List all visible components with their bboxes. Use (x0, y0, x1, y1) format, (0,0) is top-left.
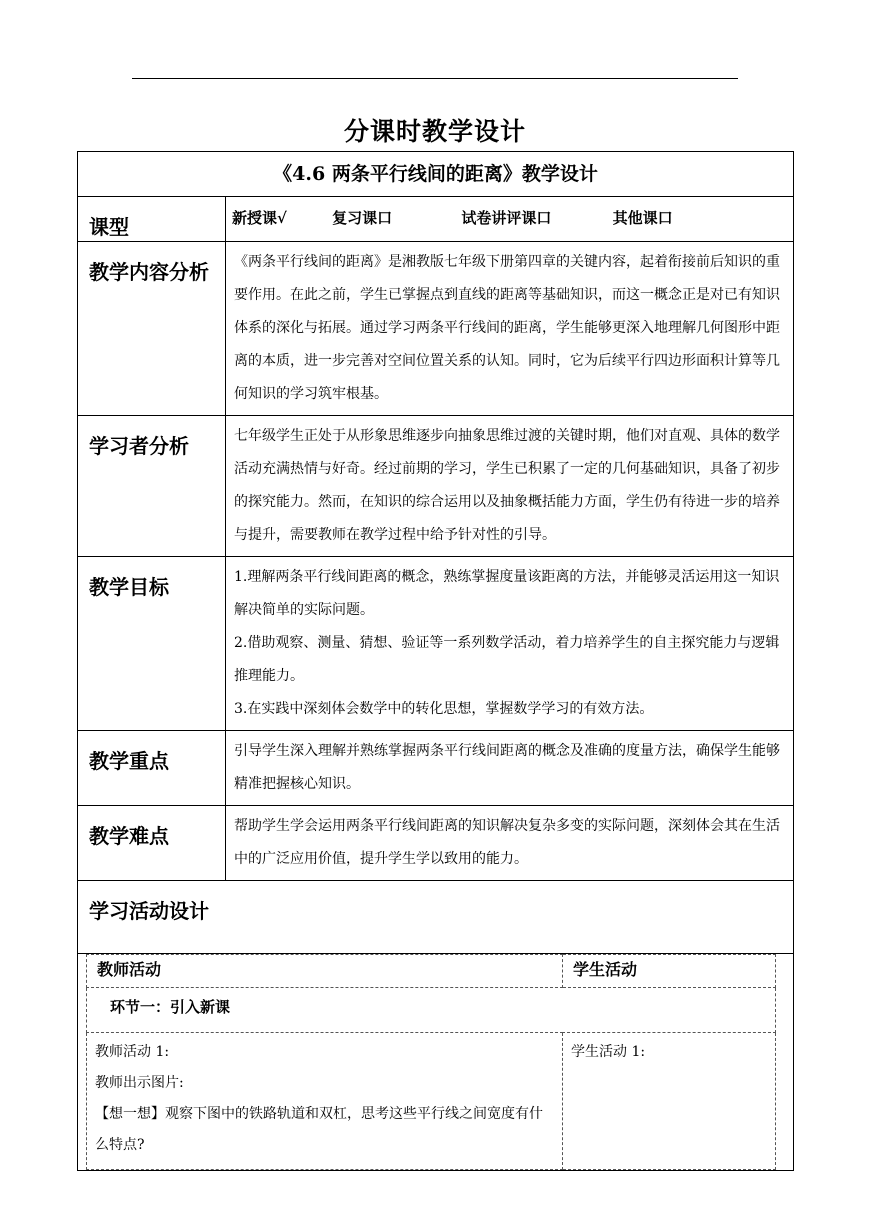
teacher-activity-header: 教师活动 (87, 955, 563, 988)
page-title: 分课时教学设计 (343, 117, 526, 146)
teaching-goal-3: 3.在实践中深刻体会数学中的转化思想，掌握数学学习的有效方法。 (234, 701, 654, 717)
lesson-type-options (226, 197, 794, 242)
teaching-goal-2: 2.借助观察、测量、猜想、验证等一系列数学活动，着力培养学生的自主探究能力与逻辑推理能力。 (234, 635, 780, 684)
teacher-activity-cell (87, 1033, 563, 1170)
student-activity-cell (563, 1033, 776, 1170)
lesson-type-label: 课型 (78, 197, 226, 242)
difficulties-text: 帮助学生学会运用两条平行线间距离的知识解决复杂多变的实际问题，深刻体会其在生活中的广泛应用价值，提升学生学以致用的能力。 (226, 806, 794, 881)
learner-analysis-label: 学习者分析 (78, 416, 226, 557)
type-option-exam-review: 试卷讲评课口 (461, 209, 552, 227)
type-option-other: 其他课口 (612, 209, 673, 227)
content-analysis-text: 《两条平行线间的距离》是湘教版七年级下册第四章的关键内容，起着衔接前后知识的重要作用。在此之前，学生已掌握点到直线的距离等基础知识，而这一概念正是对已有知识体系的深化与拓展。通过学习两条平行线间的距离，学生能够更深入地理解几何图形中距离的本质，进一步完善对空间位置关系的认知。同时，它为后续平行四边形面积计算等几何知识的学习筑牢根基。 (226, 242, 794, 416)
key-points-text: 引导学生深入理解并熟练掌握两条平行线间距离的概念及准确的度量方法，确保学生能够精准把握核心知识。 (226, 731, 794, 806)
activity-table-wrapper (78, 954, 794, 1171)
type-option-new: 新授课√ (232, 209, 287, 227)
difficulties-label: 教学难点 (78, 806, 226, 881)
lesson-design-table (77, 151, 794, 1171)
activity-design-heading: 学习活动设计 (78, 881, 794, 954)
teacher-activity-question: 【想一想】观察下图中的铁路轨道和双杠，思考这些平行线之间宽度有什么特点? (95, 1106, 543, 1153)
lesson-full-title: 《4.6 两条平行线间的距离》教学设计 (78, 152, 794, 197)
teacher-activity-title: 教师活动 1: (95, 1044, 170, 1060)
teaching-goals-list (226, 557, 794, 731)
learner-analysis-text: 七年级学生正处于从形象思维逐步向抽象思维过渡的关键时期，他们对直观、具体的数学活动充满热情与好奇。经过前期的学习，学生已积累了一定的几何基础知识，具备了初步的探究能力。然而，在知识的综合运用以及抽象概括能力方面，学生仍有待进一步的培养与提升，需要教师在教学过程中给予针对性的引导。 (226, 416, 794, 557)
student-activity-title: 学生活动 1: (571, 1044, 646, 1060)
segment-heading: 环节一：引入新课 (87, 988, 776, 1033)
key-points-label: 教学重点 (78, 731, 226, 806)
teaching-goal-1: 1.理解两条平行线间距离的概念，熟练掌握度量该距离的方法，并能够灵活运用这一知识解决简单的实际问题。 (234, 569, 780, 618)
activity-table (86, 954, 776, 1170)
header-rule (132, 78, 738, 79)
type-option-review: 复习课口 (332, 209, 393, 227)
teaching-goals-label: 教学目标 (78, 557, 226, 731)
content-analysis-label: 教学内容分析 (78, 242, 226, 416)
student-activity-header: 学生活动 (563, 955, 776, 988)
teacher-activity-line: 教师出示图片: (95, 1075, 184, 1091)
